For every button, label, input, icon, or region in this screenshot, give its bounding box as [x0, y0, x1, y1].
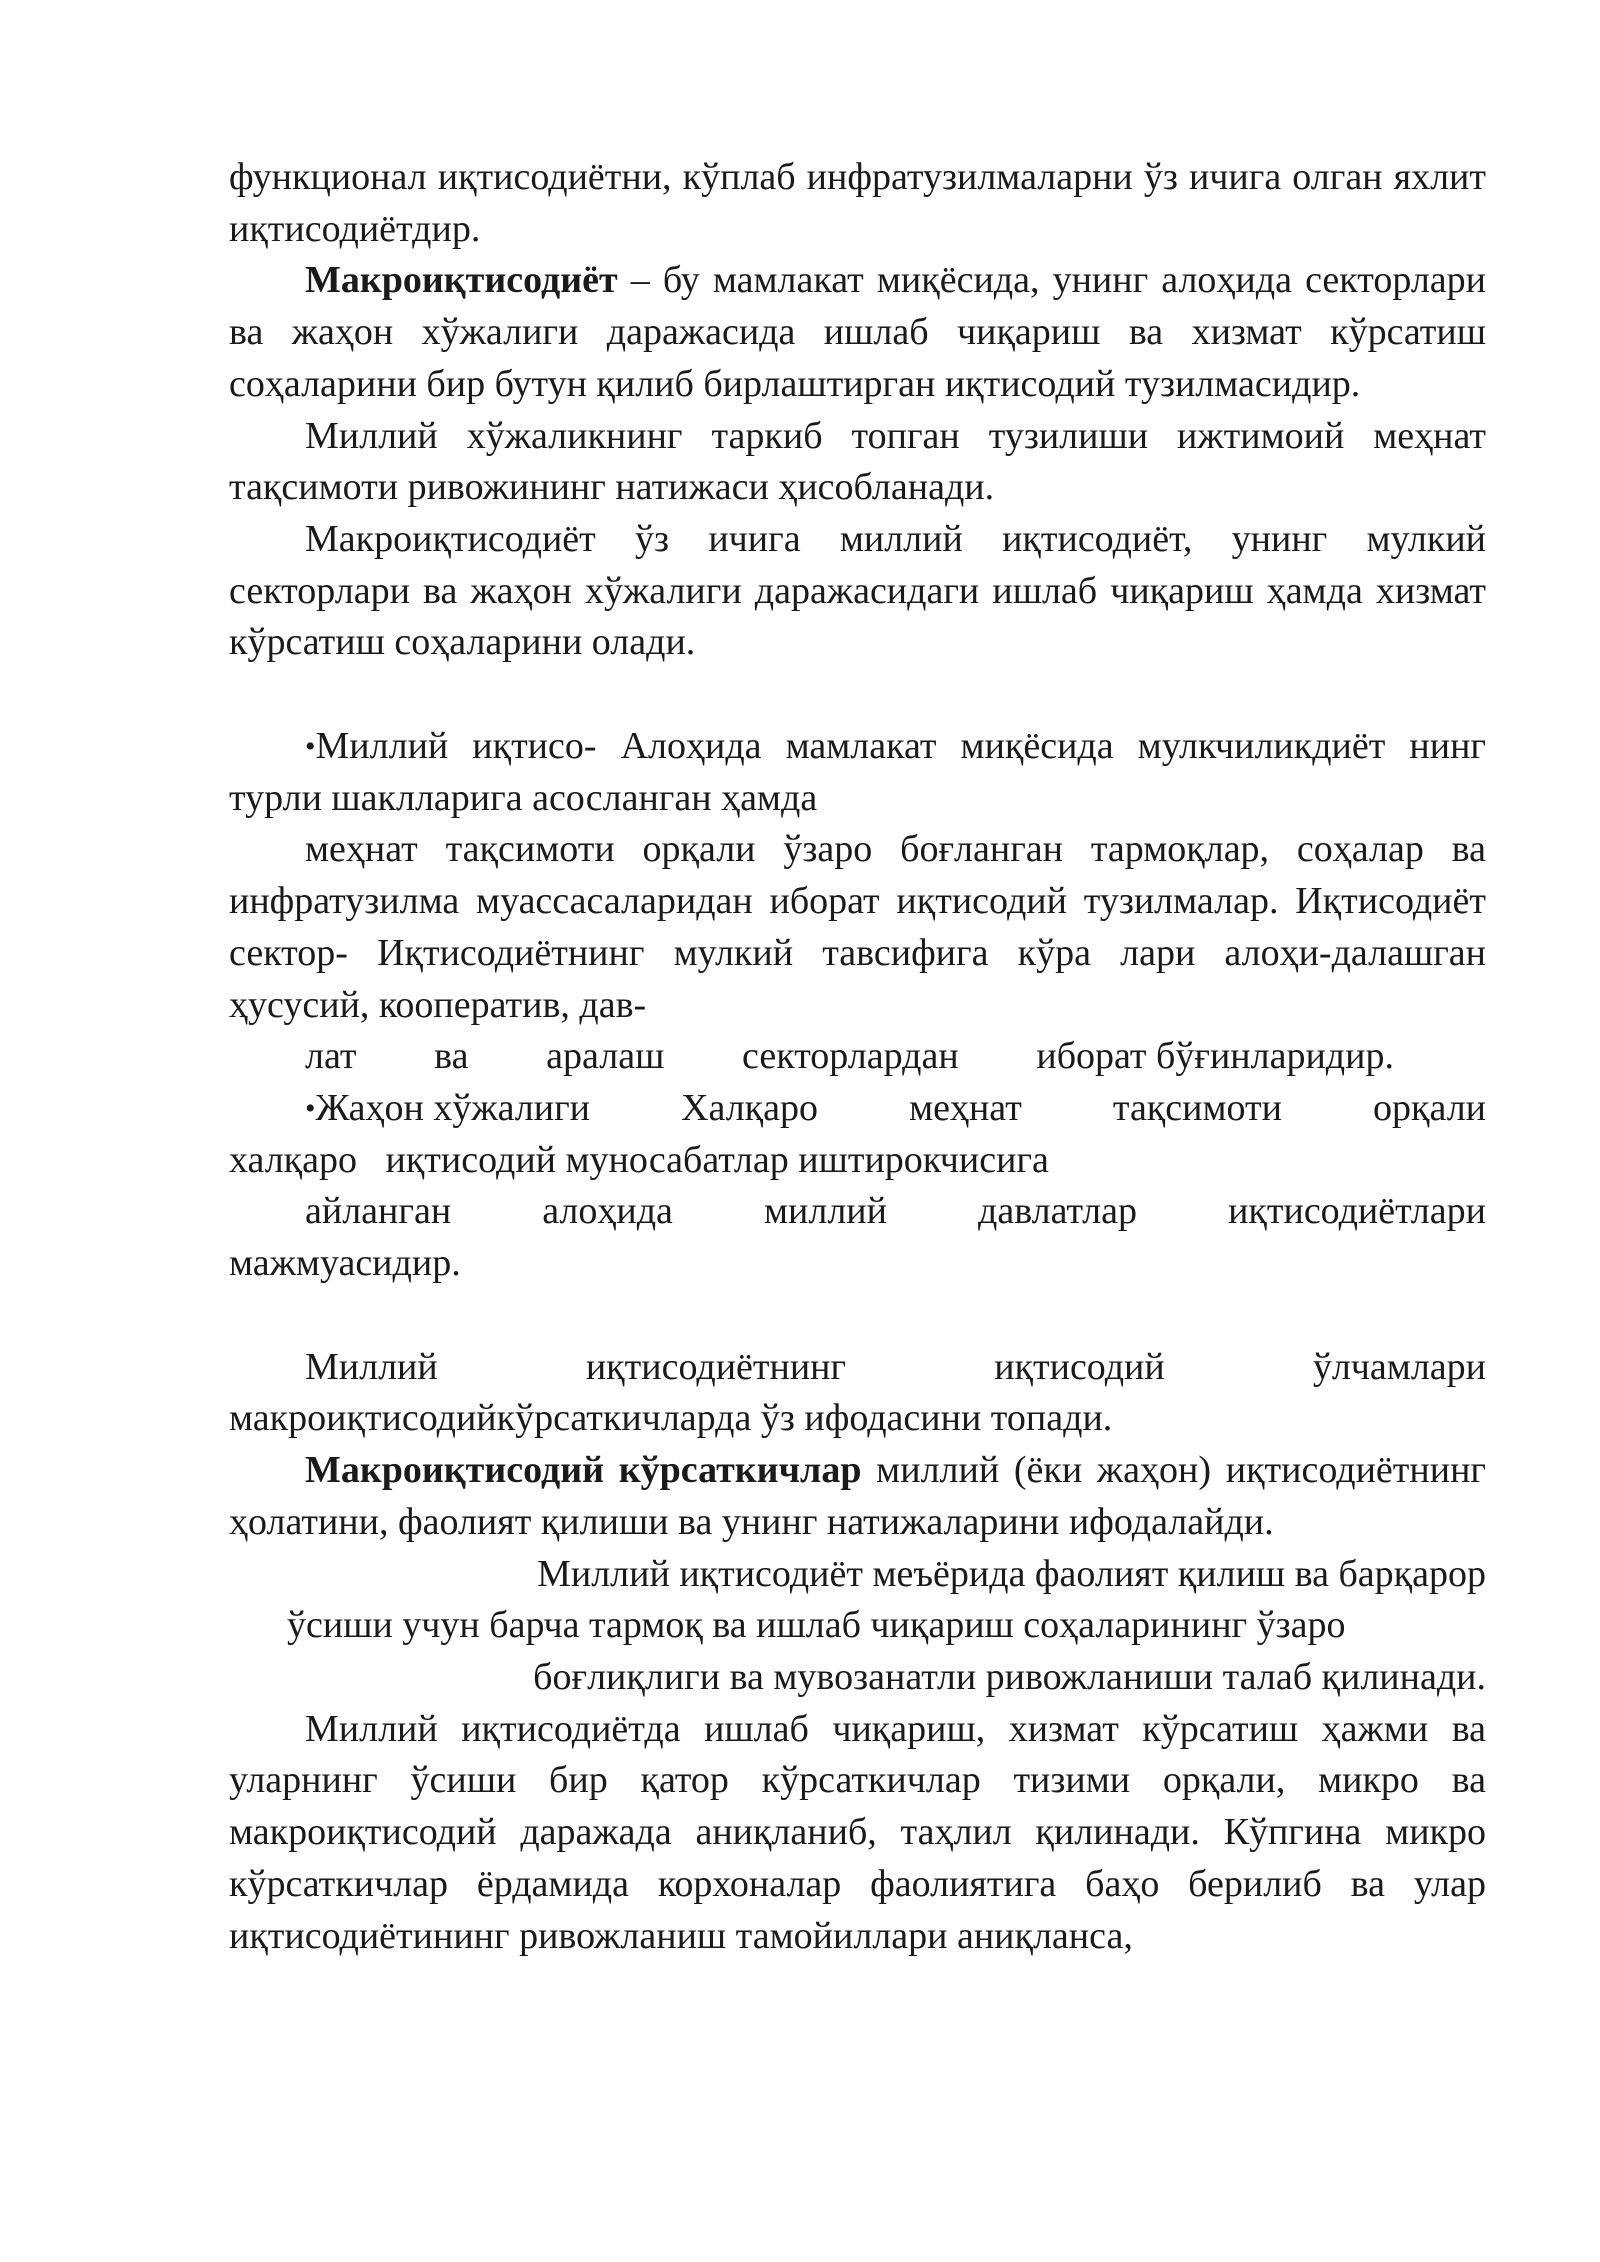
paragraph-macroeconomics-definition [229, 255, 1486, 410]
paragraph-indicators-analysis: Миллий иқтисодиётда ишлаб чиқариш, хизмат кўрсатиш ҳажми ва уларнинг ўсиши бир қатор кўрсаткичлар тизими орқали, микро ва макроиқтисодий даражада аниқланиб, таҳлил қилинади. Кўпгина микро кўрсаткичлар ёрдамида корхоналар фаолиятига баҳо берилиб ва улар иқтисодиётининг ривожланиш тамойиллари аниқланса, [229, 1707, 1486, 1957]
word-text: Жаҳон хўжалиги [315, 1086, 590, 1129]
term-macro-indicators: Макроиқтисодий кўрсаткичлар [305, 1449, 862, 1492]
word: иқтисодиётлари [1228, 1190, 1486, 1233]
word: секторлардан [742, 1035, 959, 1078]
word: иқтисодиётнинг [585, 1345, 847, 1388]
word: иқтисодий [994, 1345, 1165, 1388]
word: давлатлар [978, 1190, 1138, 1233]
definition-text: – бу мамлакат миқёсида, унинг алоҳида секторлари ва жаҳон хўжалиги даражасида ишлаб чиқариш ва хизмат кўрсатиш соҳаларини бир бутун қилиб бирлаштирган иқтисодий тузилмасидир. [229, 259, 1486, 405]
paragraph-dimensions-line1 [229, 1342, 1486, 1394]
paragraph-intro: функционал иқтисодиётни, кўплаб инфратузилмаларни ўз ичига олган яхлит иқтисодиётдир. [229, 156, 1486, 250]
bullet-world-economy-line4: мажмуасидир. [229, 1242, 461, 1285]
word: тақсимоти [1112, 1086, 1282, 1129]
bullet-text: меҳнат тақсимоти орқали ўзаро боғланган тармоқлар, соҳалар ва инфратузилма муассасаларидан иборат иқтисодий тузилмалар. [229, 828, 1486, 923]
paragraph-macro-indicators [229, 1445, 1486, 1548]
paragraph-national-economy-structure: Миллий хўжаликнинг таркиб топган тузилиши ижтимоий меҳнат тақсимоти ривожининг натижаси ҳисобланади. [229, 414, 1486, 509]
word: ва [434, 1035, 469, 1078]
word: лат [305, 1035, 357, 1078]
word: миллий [763, 1190, 887, 1233]
word: иборат бўғинларидир. [1036, 1035, 1394, 1078]
word: Миллий [305, 1345, 438, 1388]
bullet-text-sectors: Иқтисодиёт сектор- Иқтисодиётнинг мулкий тавсифига кўра лари алоҳи-далашган ҳусусий, кооператив, дав- [229, 880, 1486, 1026]
bullet-world-economy-line2: халқаро иқтисодий муносабатлар иштирокчисига [229, 1138, 1049, 1181]
spacer [229, 669, 1486, 721]
word [305, 1083, 590, 1135]
term-macroeconomics: Макроиқтисодиёт [305, 259, 618, 302]
bullet-world-economy-line3 [229, 1186, 1486, 1238]
word: ўлчамлари [1312, 1345, 1486, 1388]
centered-statement [229, 1549, 1486, 1704]
word: айланган [305, 1190, 452, 1233]
centered-line: Миллий иқтисодиёт меъёрида фаолият қилиш ва барқарор [537, 1552, 1486, 1595]
centered-line: ўсиши учун барча тармоқ ва ишлаб чиқариш соҳаларининг ўзаро [287, 1604, 1346, 1647]
bullet-world-economy-line [229, 1083, 1486, 1135]
spacer [229, 1290, 1486, 1342]
centered-line: боғлиқлиги ва мувозанатли ривожланиши талаб қилинади. [533, 1655, 1486, 1698]
bullet-dot-icon: • [305, 1091, 316, 1125]
bullet-text: Миллий иқтисо- Алоҳида мамлакат миқёсида мулкчиликдиёт нинг турли шаклларига асосланган ҳамда [229, 725, 1486, 819]
bullet-sectors-line [229, 1031, 1486, 1083]
word: алоҳида [542, 1190, 673, 1233]
word: Халқаро [681, 1086, 818, 1129]
bullet-national-economy [229, 721, 1486, 824]
paragraph-macroeconomics-scope: Макроиқтисодиёт ўз ичига миллий иқтисодиёт, унинг мулкий секторлари ва жаҳон хўжалиги даражасидаги ишлаб чиқариш ҳамда хизмат кўрсатиш соҳаларини олади. [229, 517, 1486, 664]
word: аралаш [546, 1035, 665, 1078]
document-page [229, 152, 1486, 1962]
paragraph-dimensions-line2: макроиқтисодийкўрсаткичларда ўз ифодасини топади. [229, 1397, 1113, 1440]
bullet-dot-icon: • [305, 730, 316, 764]
bullet-national-economy-continued [229, 824, 1486, 1031]
word: меҳнат [909, 1086, 1022, 1129]
definition-text: миллий (ёки жаҳон) иқтисодиётнинг ҳолатини, фаолият қилиши ва унинг натижаларини ифодалайди. [229, 1449, 1486, 1543]
word: орқали [1373, 1086, 1486, 1129]
